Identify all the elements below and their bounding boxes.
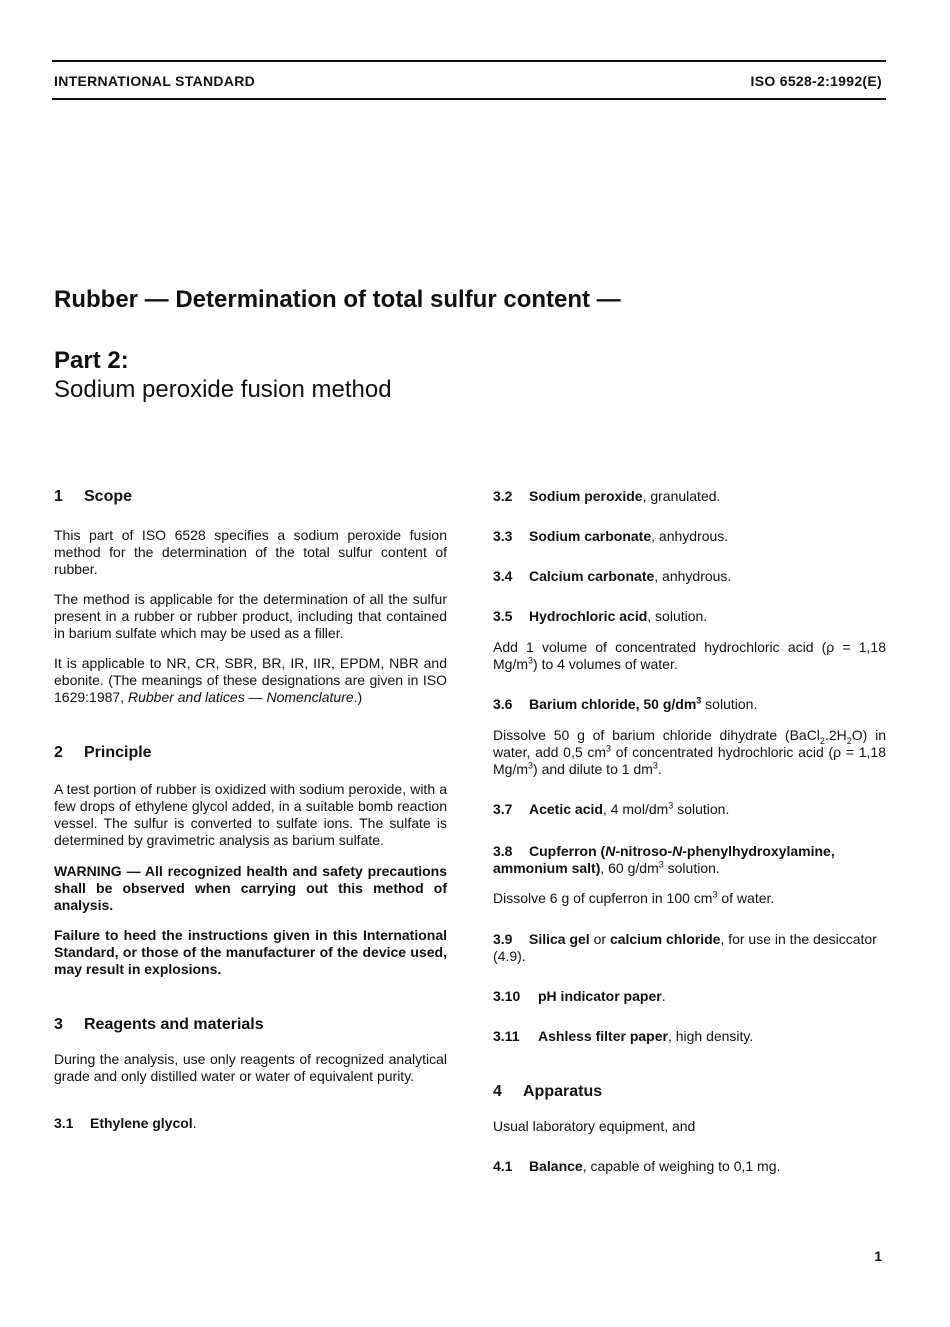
item-3-6-description: Dissolve 50 g of barium chloride dihydrate $(BaCl_2.2H_2O)$ in water, add 0,5 $cm^3$ of concentrated hydrochloric acid (ρ = 1,18 $Mg/m^3$) and dilute to 1 $dm^3$. [493,727,886,777]
warning-paragraph: WARNING — All recognized health and safety precautions shall be observed when carrying out this method of analysis. [54,863,447,913]
section-number: 3 [54,1016,63,1033]
item-4-1: 4.1 Balance, capable of weighing to 0,1 mg. [493,1158,781,1174]
section-heading-principle [54,744,447,761]
item-3-8-description: Dissolve 6 g of cupferron in 100 $cm^3$ of water. [493,889,775,906]
iso-1629-title: Rubber and latices — Nomenclature [127,689,354,705]
scope-paragraph-3: It is applicable to NR, CR, SBR, BR, IR, IIR, EPDM, NBR and ebonite. (The meanings of these designations are given in ISO 1629:1987, Rubber and latices — Nomenclature.) [54,655,447,705]
item-3-3: 3.3 Sodium carbonate, anhydrous. [493,528,729,544]
scope-paragraph-1: This part of ISO 6528 specifies a sodium peroxide fusion method for the determination of the total sulfur content of rubber. [54,527,447,577]
part-subtitle: Sodium peroxide fusion method [54,376,392,403]
section-heading-reagents [54,1016,447,1033]
item-3-10: 3.10 pH indicator paper. [493,988,666,1004]
section-number: 1 [54,488,63,505]
section-number: 2 [54,744,63,761]
section-heading-apparatus [493,1083,886,1100]
document-title: Rubber — Determination of total sulfur content — [54,286,621,313]
reagents-paragraph: During the analysis, use only reagents of recognized analytical grade and only distilled water or water of equivalent purity. [54,1051,447,1084]
item-3-2: 3.2 Sodium peroxide, granulated. [493,488,721,504]
left-column [54,488,447,1132]
header-top-rule [52,60,886,62]
failure-paragraph: Failure to heed the instructions given in this International Standard, or those of the manufacturer of the device used, may result in explosions. [54,927,447,977]
item-3-5-description: Add 1 volume of concentrated hydrochloric acid (ρ = 1,18 $Mg/m^3$) to 4 volumes of water. [493,639,886,672]
section-heading-scope [54,488,447,505]
section-title: Apparatus [523,1083,603,1100]
page-number: 1 [874,1248,882,1264]
item-3-4: 3.4 Calcium carbonate, anhydrous. [493,568,732,584]
section-title: Principle [84,744,152,761]
principle-paragraph: A test portion of rubber is oxidized with sodium peroxide, with a few drops of ethylene glycol added, in a suitable bomb reaction vessel. The sulfur is converted to sulfate ions. The sulfate is determined by gravimetric analysis as barium sulfate. [54,781,447,848]
item-3-7: 3.7 Acetic acid, 4 mol/$dm^3$ solution. [493,800,730,817]
item-3-6: 3.6 Barium chloride, 50 $g/dm^3$ solution. [493,695,758,712]
item-3-9: 3.9 Silica gel or calcium chloride, for use in the desiccator (4.9). [493,931,877,964]
scope-paragraph-2: The method is applicable for the determination of all the sulfur present in a rubber or rubber product, including that contained in barium sulfate which may be used as a filler. [54,591,447,641]
header-doc-type: INTERNATIONAL STANDARD [54,73,256,89]
item-3-8: 3.8 Cupferron (N-nitroso-N-phenylhydroxylamine, ammonium salt), 60 $g/dm^3$ solution. [493,843,835,876]
header-doc-id: ISO 6528-2:1992(E) [750,73,882,89]
item-3-5: 3.5 Hydrochloric acid, solution. [493,608,708,624]
section-number: 4 [493,1083,502,1100]
part-label: Part 2: [54,347,129,374]
header-bottom-rule [52,98,886,100]
item-3-11: 3.11 Ashless filter paper, high density. [493,1028,754,1044]
section-title: Scope [84,488,133,505]
apparatus-paragraph: Usual laboratory equipment, and [493,1118,696,1134]
section-title: Reagents and materials [84,1016,264,1033]
right-column [493,488,886,1175]
item-3-1: 3.1 Ethylene glycol. [54,1115,197,1131]
